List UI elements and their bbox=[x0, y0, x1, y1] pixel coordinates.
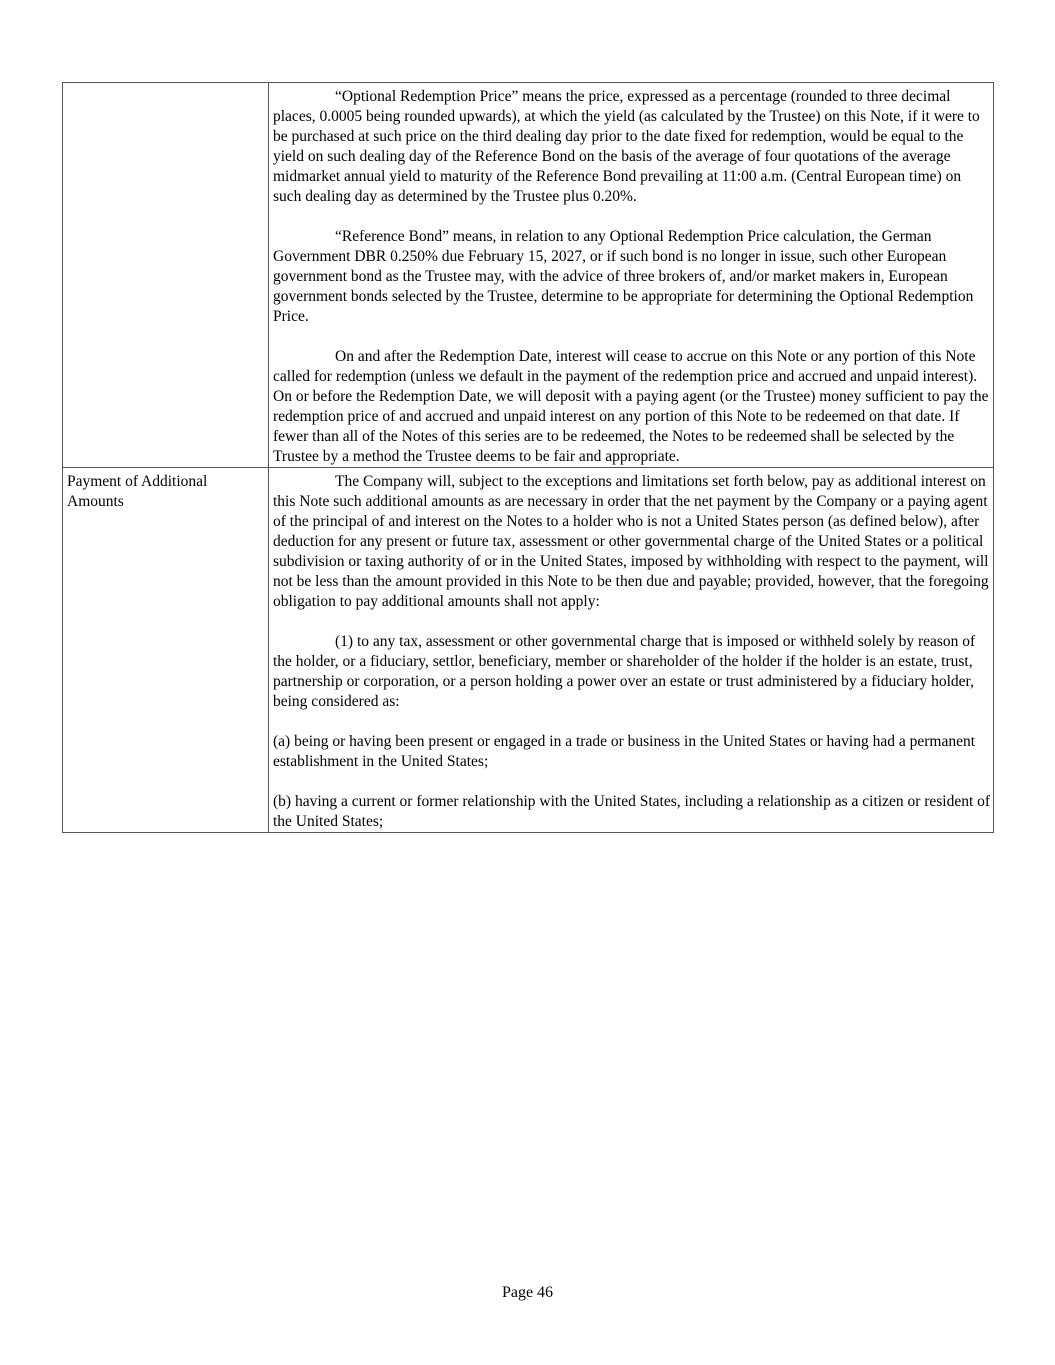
row-label-payment-of-additional-amounts: Payment of Additional Amounts bbox=[63, 468, 269, 833]
optional-redemption-price-paragraph: “Optional Redemption Price” means the price, expressed as a percentage (rounded to three decimal places, 0.0005 being rounded upwards), at which the yield (as calculated by the Trustee) on this Note, if it were to be purchased at such price on the third dealing day prior to the date fixed for redemption, would be equal to the yield on such dealing day of the Reference Bond on the basis of the average of four quotations of the average midmarket annual yield to maturity of the Reference Bond prevailing at 11:00 a.m. (Central European time) on such dealing day as determined by the Trustee plus 0.20%. bbox=[273, 88, 980, 205]
table-row bbox=[63, 468, 994, 833]
row-content bbox=[269, 83, 994, 468]
reference-bond-paragraph: “Reference Bond” means, in relation to any Optional Redemption Price calculation, the German Government DBR 0.250% due February 15, 2027, or if such bond is no longer in issue, such other European government bond as the Trustee may, with the advice of three brokers of, and/or market makers in, European government bonds selected by the Trustee, determine to be appropriate for determining the Optional Redemption Price. bbox=[273, 228, 974, 325]
terms-table bbox=[62, 82, 994, 833]
row-content bbox=[269, 468, 994, 833]
redemption-date-paragraph: On and after the Redemption Date, interest will cease to accrue on this Note or any portion of this Note called for redemption (unless we default in the payment of the redemption price and accrued and unpaid interest). On or before the Redemption Date, we will deposit with a paying agent (or the Trustee) money sufficient to pay the redemption price of and accrued and unpaid interest on any portion of this Note to be redeemed on that date. If fewer than all of the Notes of this series are to be redeemed, the Notes to be redeemed shall be selected by the Trustee by a method the Trustee deems to be fair and appropriate. bbox=[273, 348, 989, 465]
row-label bbox=[63, 83, 269, 468]
table-row bbox=[63, 83, 994, 468]
additional-amounts-paragraph: The Company will, subject to the exceptions and limitations set forth below, pay as additional interest on this Note such additional amounts as are necessary in order that the net payment by the Company or a paying agent of the principal of and interest on the Notes to a holder who is not a United States person (as defined below), after deduction for any present or future tax, assessment or other governmental charge of the United States or a political subdivision or taxing authority of or in the United States, imposed by withholding with respect to the payment, will not be less than the amount provided in this Note to be then due and payable; provided, however, that the foregoing obligation to pay additional amounts shall not apply: bbox=[273, 473, 989, 610]
exception-1-paragraph: (1) to any tax, assessment or other governmental charge that is imposed or withheld solely by reason of the holder, or a fiduciary, settlor, beneficiary, member or shareholder of the holder if the holder is an estate, trust, partnership or corporation, or a person holding a power over an estate or trust administered by a fiduciary holder, being considered as: bbox=[273, 633, 976, 710]
exception-1a-paragraph: (a) being or having been present or engaged in a trade or business in the United States or having had a permanent establishment in the United States; bbox=[273, 733, 976, 770]
exception-1b-paragraph: (b) having a current or former relationship with the United States, including a relationship as a citizen or resident of the United States; bbox=[273, 793, 991, 830]
page-number: Page 46 bbox=[501, 1284, 554, 1301]
